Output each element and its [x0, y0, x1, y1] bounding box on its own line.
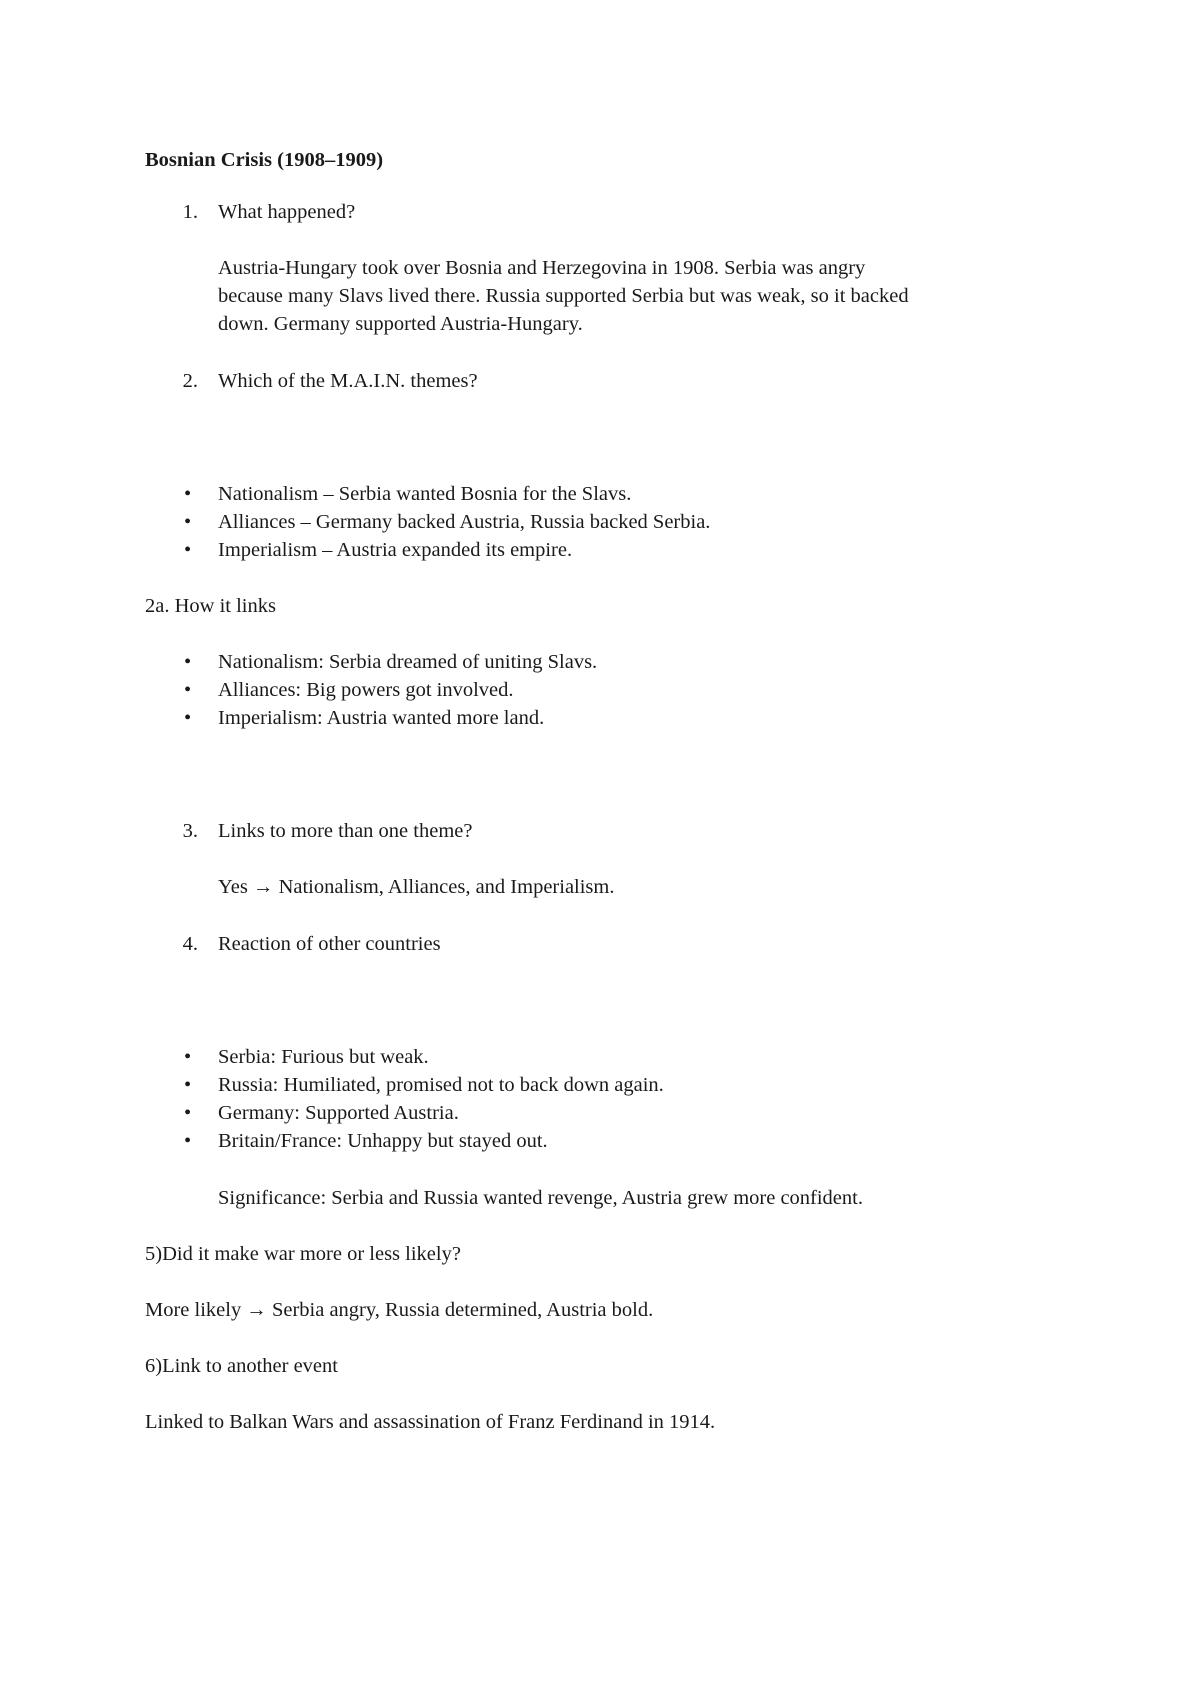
bullet-icon: •: [184, 707, 192, 729]
bullet-icon: •: [184, 1130, 192, 1152]
list-item: [180, 1043, 664, 1071]
q4-bullet-text: Serbia: Furious but weak.: [218, 1046, 429, 1068]
q3-question: Links to more than one theme?: [218, 820, 473, 842]
q5-answer: More likely → Serbia angry, Russia determined, Austria bold.: [145, 1299, 654, 1321]
q1-answer-line-3: down. Germany supported Austria-Hungary.: [218, 313, 583, 335]
q2-bullet-text: Nationalism – Serbia wanted Bosnia for the Slavs.: [218, 483, 632, 505]
q4-number: 4.: [182, 933, 198, 955]
q2a-bullet-text: Alliances: Big powers got involved.: [218, 679, 514, 701]
bullet-icon: •: [184, 651, 192, 673]
list-item: [180, 1127, 664, 1155]
q4-bullet-list: [180, 1043, 664, 1155]
q2a-bullet-text: Nationalism: Serbia dreamed of uniting Slavs.: [218, 651, 598, 673]
q3-number: 3.: [182, 820, 198, 842]
bullet-icon: •: [184, 1074, 192, 1096]
bullet-icon: •: [184, 1046, 192, 1068]
q4-bullet-text: Britain/France: Unhappy but stayed out.: [218, 1130, 548, 1152]
bullet-icon: •: [184, 483, 192, 505]
q3-answer: Yes → Nationalism, Alliances, and Imperialism.: [218, 876, 615, 898]
q1-answer-line-1: Austria-Hungary took over Bosnia and Herzegovina in 1908. Serbia was angry: [218, 257, 866, 279]
q2a-heading: 2a. How it links: [145, 595, 276, 617]
q2-number: 2.: [182, 370, 198, 392]
q4-bullet-text: Germany: Supported Austria.: [218, 1102, 459, 1124]
q2a-bullet-list: [180, 648, 597, 732]
q1-answer-line-2: because many Slavs lived there. Russia supported Serbia but was weak, so it backed: [218, 285, 909, 307]
q2-bullet-text: Imperialism – Austria expanded its empire.: [218, 539, 573, 561]
list-item: [180, 536, 710, 564]
list-item: [180, 676, 597, 704]
list-item: [180, 648, 597, 676]
document-title: Bosnian Crisis (1908–1909): [145, 149, 384, 171]
q1-question: What happened?: [218, 201, 356, 223]
bullet-icon: •: [184, 1102, 192, 1124]
list-item: [180, 480, 710, 508]
q6-answer: Linked to Balkan Wars and assassination of Franz Ferdinand in 1914.: [145, 1411, 716, 1433]
bullet-icon: •: [184, 511, 192, 533]
q5-question: 5)Did it make war more or less likely?: [145, 1243, 461, 1265]
list-item: [180, 704, 597, 732]
q1-number: 1.: [182, 201, 198, 223]
bullet-icon: •: [184, 679, 192, 701]
q4-significance: Significance: Serbia and Russia wanted revenge, Austria grew more confident.: [218, 1187, 863, 1209]
q4-bullet-text: Russia: Humiliated, promised not to back down again.: [218, 1074, 664, 1096]
bullet-icon: •: [184, 539, 192, 561]
q2-bullet-text: Alliances – Germany backed Austria, Russia backed Serbia.: [218, 511, 711, 533]
q6-question: 6)Link to another event: [145, 1355, 338, 1377]
q2a-bullet-text: Imperialism: Austria wanted more land.: [218, 707, 545, 729]
list-item: [180, 508, 710, 536]
q2-bullet-list: [180, 480, 710, 564]
list-item: [180, 1071, 664, 1099]
list-item: [180, 1099, 664, 1127]
q2-question: Which of the M.A.I.N. themes?: [218, 370, 478, 392]
q4-question: Reaction of other countries: [218, 933, 441, 955]
